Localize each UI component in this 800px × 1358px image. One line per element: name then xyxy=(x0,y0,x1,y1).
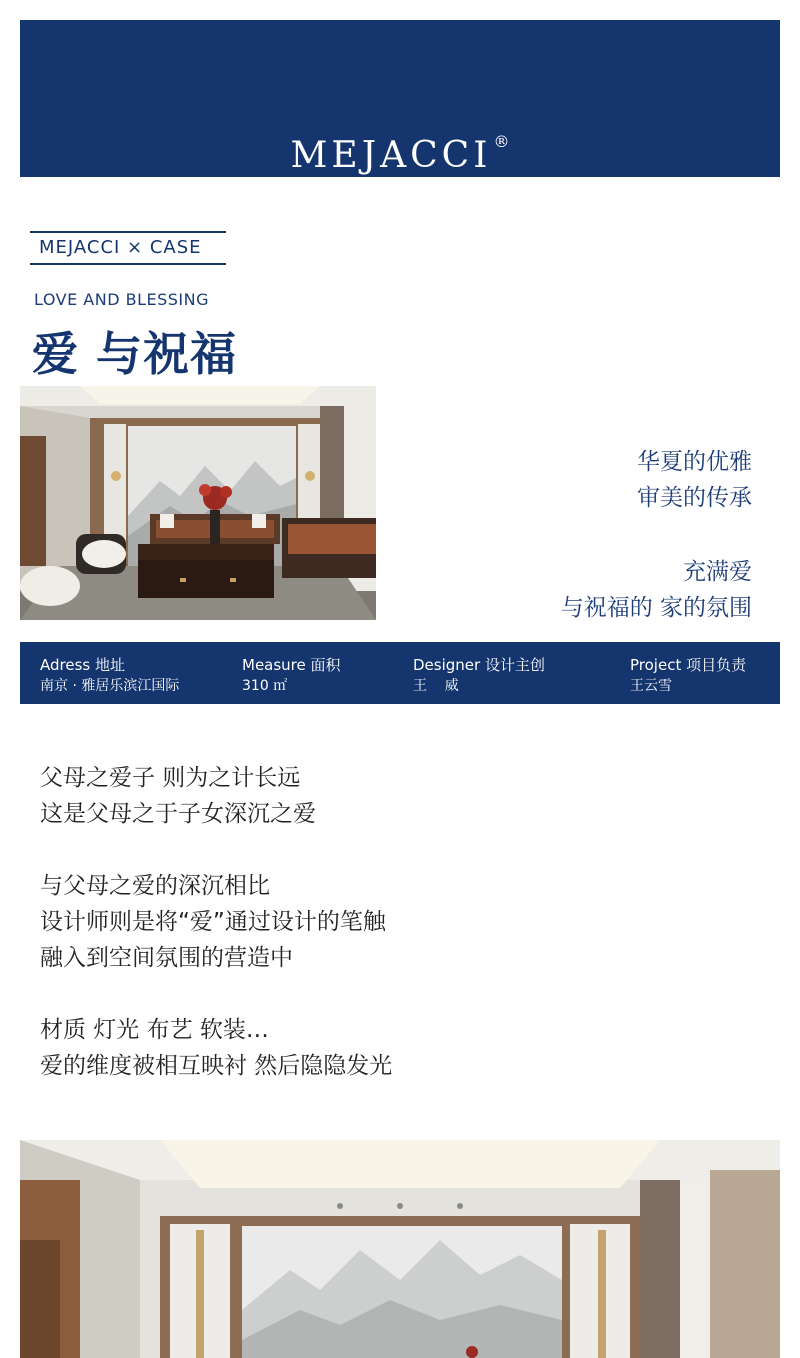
body-line: 爱的维度被相互映衬 然后隐隐发光 xyxy=(40,1053,393,1079)
body-line: 与父母之爱的深沉相比 xyxy=(40,873,270,899)
poem-line: 审美的传承 xyxy=(637,485,752,511)
info-address xyxy=(40,655,179,697)
poem-line: 充满爱 xyxy=(683,559,752,585)
info-value: 310 ㎡ xyxy=(242,678,288,694)
project-info-bar xyxy=(20,642,780,704)
info-label: Designer 设计主创 xyxy=(413,656,545,674)
page-title: 爱 与祝福 xyxy=(32,327,238,381)
registered-mark: ® xyxy=(493,132,510,151)
body-line: 融入到空间氛围的营造中 xyxy=(40,945,293,971)
info-measure xyxy=(242,655,341,697)
info-label: Measure 面积 xyxy=(242,656,341,674)
info-project xyxy=(630,655,746,697)
body-line: 设计师则是将“爱”通过设计的笔触 xyxy=(40,909,386,935)
body-line: 这是父母之于子女深沉之爱 xyxy=(40,801,316,827)
living-room-photo-large xyxy=(20,1140,780,1358)
brand-name: MEJACCI xyxy=(290,135,492,176)
poem-line: 华夏的优雅 xyxy=(637,449,752,475)
info-value: 王 威 xyxy=(413,678,459,694)
case-tag xyxy=(30,231,226,265)
info-value: 南京 · 雅居乐滨江国际 xyxy=(40,678,180,694)
body-line: 父母之爱子 则为之计长远 xyxy=(40,765,301,791)
body-line: 材质 灯光 布艺 软装… xyxy=(40,1017,269,1043)
poem-block xyxy=(561,444,752,626)
info-label: Project 项目负责 xyxy=(630,656,747,674)
living-room-photo xyxy=(20,386,376,620)
info-label: Adress 地址 xyxy=(40,656,125,674)
info-designer xyxy=(413,655,545,697)
header-banner xyxy=(20,20,780,177)
case-tag-label: MEJACCI × CASE xyxy=(39,237,202,258)
article-body xyxy=(40,760,392,1084)
brand-logo xyxy=(20,132,780,176)
subtitle-en: LOVE AND BLESSING xyxy=(34,290,210,309)
poem-line: 与祝福的 家的氛围 xyxy=(560,595,752,621)
info-value: 王云雪 xyxy=(630,678,672,694)
